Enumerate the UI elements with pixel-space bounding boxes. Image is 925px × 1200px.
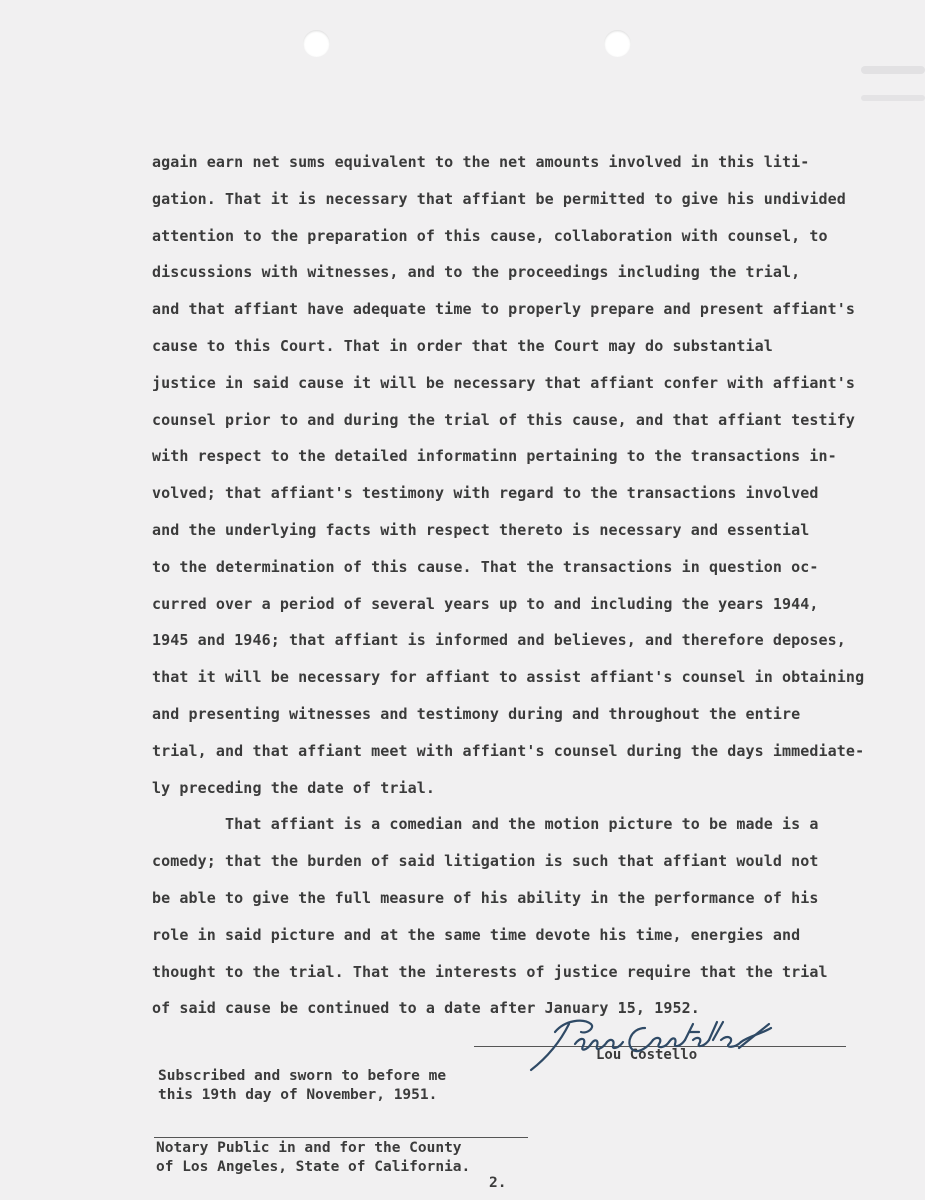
body-line: trial, and that affiant meet with affiant's counsel during the days immediate- (152, 741, 865, 760)
signatory-name: Lou Costello (596, 1047, 698, 1063)
body-line: role in said picture and at the same time devote his time, energies and (152, 925, 801, 944)
affidavit-body (152, 144, 865, 1027)
body-line: and the underlying facts with respect thereto is necessary and essential (152, 520, 810, 539)
notary-signature-line (154, 1137, 528, 1138)
body-line: that it will be necessary for affiant to assist affiant's counsel in obtaining (152, 668, 865, 687)
body-line: be able to give the full measure of his ability in the performance of his (152, 888, 819, 907)
paper-mark (861, 66, 925, 74)
jurat-line: this 19th day of November, 1951. (158, 1087, 438, 1103)
body-line: cause to this Court. That in order that the Court may do substantial (152, 336, 773, 355)
body-line: That affiant is a comedian and the motion picture to be made is a (152, 815, 819, 834)
notary-line: Notary Public in and for the County (156, 1140, 462, 1156)
body-line: thought to the trial. That the interests of justice require that the trial (152, 962, 828, 981)
body-line: counsel prior to and during the trial of this cause, and that affiant testify (152, 410, 856, 429)
page-number: 2. (489, 1175, 507, 1191)
body-line: and that affiant have adequate time to properly prepare and present affiant's (152, 300, 856, 319)
body-line: discussions with witnesses, and to the proceedings including the trial, (152, 263, 801, 282)
body-line: again earn net sums equivalent to the net amounts involved in this liti- (152, 153, 810, 171)
body-line: gation. That it is necessary that affiant be permitted to give his undivided (152, 189, 846, 208)
notary-line: of Los Angeles, State of California. (156, 1159, 471, 1175)
binder-hole-right (604, 30, 631, 57)
binder-hole-left (303, 30, 330, 57)
handwritten-signature (525, 1010, 780, 1075)
body-line: and presenting witnesses and testimony during and throughout the entire (152, 704, 801, 723)
body-line: attention to the preparation of this cause, collaboration with counsel, to (152, 226, 828, 245)
body-line: 1945 and 1946; that affiant is informed and believes, and therefore deposes, (152, 631, 846, 650)
body-line: of said cause be continued to a date after January 15, 1952. (152, 999, 700, 1018)
body-line: to the determination of this cause. That the transactions in question oc- (152, 557, 819, 576)
paper-mark (861, 95, 925, 101)
body-line: justice in said cause it will be necessary that affiant confer with affiant's (152, 373, 856, 392)
jurat-line: Subscribed and sworn to before me (158, 1068, 447, 1084)
signature-strokes (531, 1021, 771, 1070)
notary-block (156, 1139, 470, 1177)
body-line: curred over a period of several years up to and including the years 1944, (152, 594, 819, 613)
body-line: volved; that affiant's testimony with regard to the transactions involved (152, 484, 819, 503)
body-line: ly preceding the date of trial. (152, 778, 436, 797)
body-line: comedy; that the burden of said litigation is such that affiant would not (152, 852, 819, 871)
jurat-block (158, 1067, 446, 1105)
body-line: with respect to the detailed informatinn pertaining to the transactions in- (152, 447, 837, 466)
